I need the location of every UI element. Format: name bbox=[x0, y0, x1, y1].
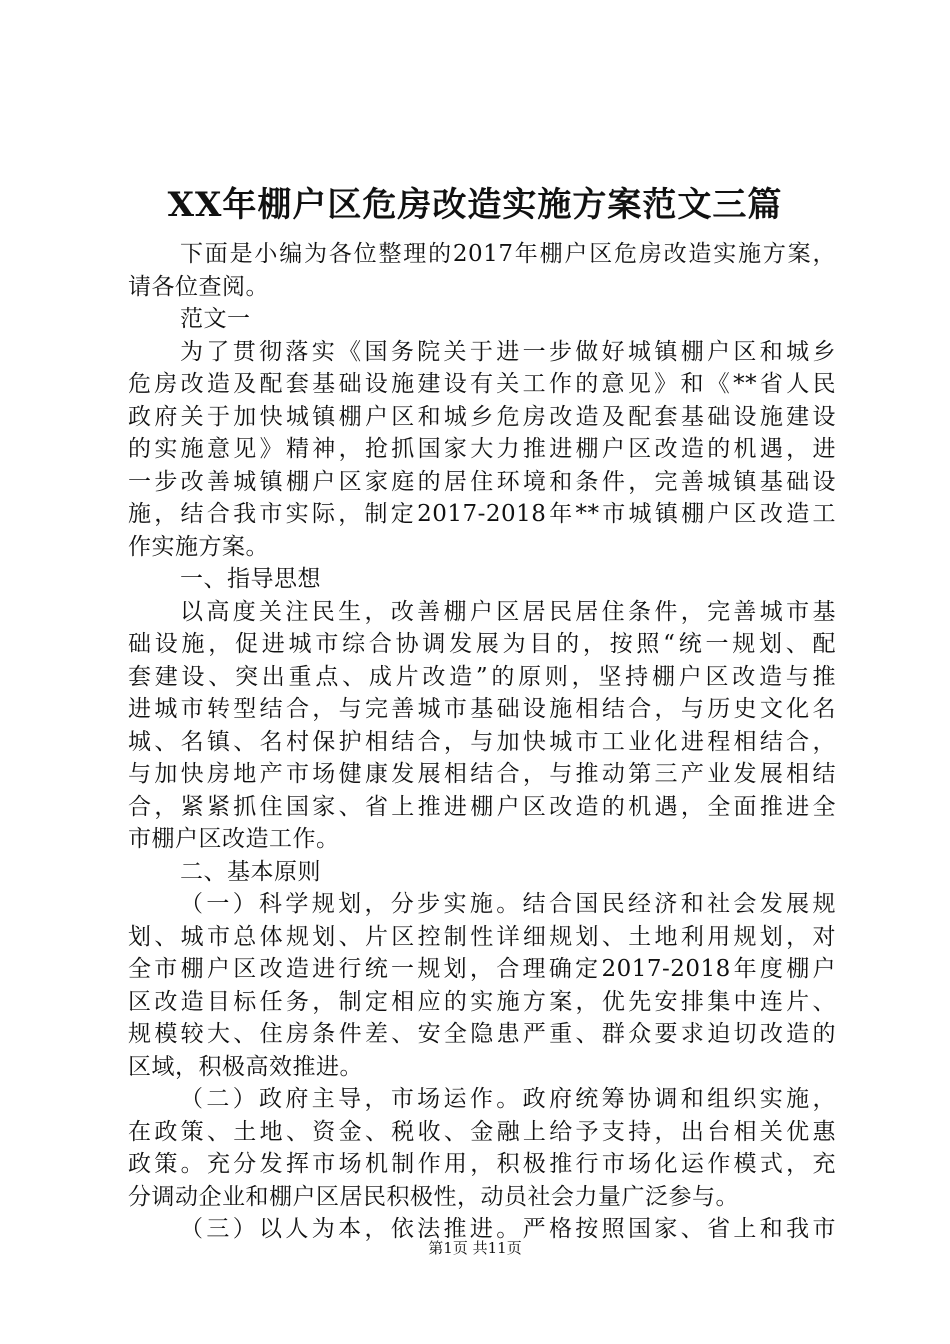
text-line: （二）政府主导，市场运作。政府统筹协调和组织实施， bbox=[180, 1086, 836, 1112]
text-line: 规模较大、住房条件差、安全隐患严重、群众要求迫切改造的 bbox=[128, 1021, 836, 1047]
text-line: 危房改造及配套基础设施建设有关工作的意见》和《**省人民 bbox=[128, 371, 836, 397]
text-line: 合，紧紧抓住国家、省上推进棚户区改造的机遇，全面推进全 bbox=[128, 793, 836, 820]
text-line: 与加快房地产市场健康发展相结合，与推动第三产业发展相结 bbox=[128, 761, 836, 787]
text-line: 市棚户区改造工作。 bbox=[128, 826, 340, 852]
text-line: （一）科学规划，分步实施。结合国民经济和社会发展规 bbox=[180, 891, 836, 917]
text-line: 划、城市总体规划、片区控制性详细规划、土地利用规划，对 bbox=[128, 923, 836, 950]
text-line: 套建设、突出重点、成片改造”的原则，坚持棚户区改造与推 bbox=[128, 663, 836, 690]
page-footer: 第1页 共11页 bbox=[428, 1239, 522, 1257]
text-line: 下面是小编为各位整理的2017年棚户区危房改造实施方案， bbox=[180, 241, 836, 267]
text-line: 为了贯彻落实《国务院关于进一步做好城镇棚户区和城乡 bbox=[180, 338, 836, 365]
text-line: 二、基本原则 bbox=[180, 858, 321, 885]
text-line: 全市棚户区改造进行统一规划，合理确定2017-2018年度棚户 bbox=[128, 956, 836, 982]
text-line: 范文一 bbox=[180, 306, 251, 332]
text-line: 进城市转型结合，与完善城市基础设施相结合，与历史文化名 bbox=[128, 696, 836, 722]
text-line: 施，结合我市实际，制定2017-2018年**市城镇棚户区改造工 bbox=[128, 501, 836, 527]
text-line: 分调动企业和棚户区居民积极性，动员社会力量广泛参与。 bbox=[128, 1183, 739, 1210]
document-body bbox=[128, 238, 836, 1246]
text-line: 的实施意见》精神，抢抓国家大力推进棚户区改造的机遇，进 bbox=[128, 436, 836, 462]
text-line: 请各位查阅。 bbox=[128, 273, 269, 300]
text-line: 以高度关注民生，改善棚户区居民居住条件，完善城市基 bbox=[180, 598, 836, 625]
text-line: 政府关于加快城镇棚户区和城乡危房改造及配套基础设施建设 bbox=[128, 403, 836, 430]
text-line: 作实施方案。 bbox=[128, 533, 269, 560]
text-line: 一步改善城镇棚户区家庭的居住环境和条件，完善城镇基础设 bbox=[128, 468, 836, 495]
text-line: （三）以人为本，依法推进。严格按照国家、省上和我市 bbox=[180, 1216, 836, 1242]
text-line: 一、指导思想 bbox=[180, 566, 321, 592]
text-line: 区改造目标任务，制定相应的实施方案，优先安排集中连片、 bbox=[128, 988, 836, 1015]
document-title: XX年棚户区危房改造实施方案范文三篇 bbox=[167, 185, 783, 225]
text-line: 区域，积极高效推进。 bbox=[128, 1053, 363, 1080]
text-line: 政策。充分发挥市场机制作用，积极推行市场化运作模式，充 bbox=[128, 1151, 836, 1177]
text-line: 础设施，促进城市综合协调发展为目的，按照“统一规划、配 bbox=[128, 631, 836, 657]
text-line: 在政策、土地、资金、税收、金融上给予支持，出台相关优惠 bbox=[128, 1118, 836, 1145]
text-line: 城、名镇、名村保护相结合，与加快城市工业化进程相结合， bbox=[128, 728, 836, 755]
